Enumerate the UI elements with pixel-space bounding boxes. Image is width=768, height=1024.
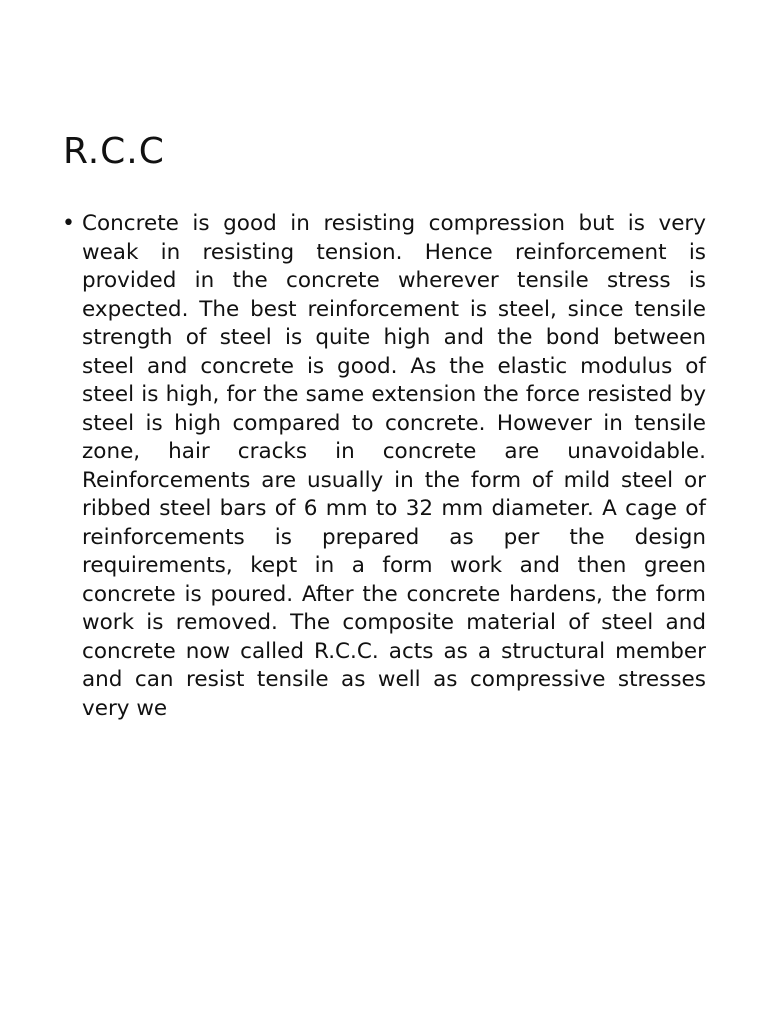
slide-title: R.C.C: [63, 131, 165, 172]
bullet-list: [62, 210, 706, 723]
bullet-marker: •: [62, 211, 75, 236]
bullet-text: Concrete is good in resisting compression but is very weak in resisting tension. Hence reinforcement is provided in the concrete wherever tensile stress is expected. The best reinforcement is steel, since tensile strength of steel is quite high and the bond between steel and concrete is good. As the elastic modulus of steel is high, for the same extension the force resisted by steel is high compared to concrete. However in tensile zone, hair cracks in concrete are unavoidable. Reinforcements are usually in the form of mild steel or ribbed steel bars of 6 mm to 32 mm diameter. A cage of reinforcements is prepared as per the design requirements, kept in a form work and then green concrete is poured. After the concrete hardens, the form work is removed. The composite material of steel and concrete now called R.C.C. acts as a structural member and can resist tensile as well as compressive stresses very we: [82, 211, 706, 721]
bullet-item: [62, 210, 706, 723]
